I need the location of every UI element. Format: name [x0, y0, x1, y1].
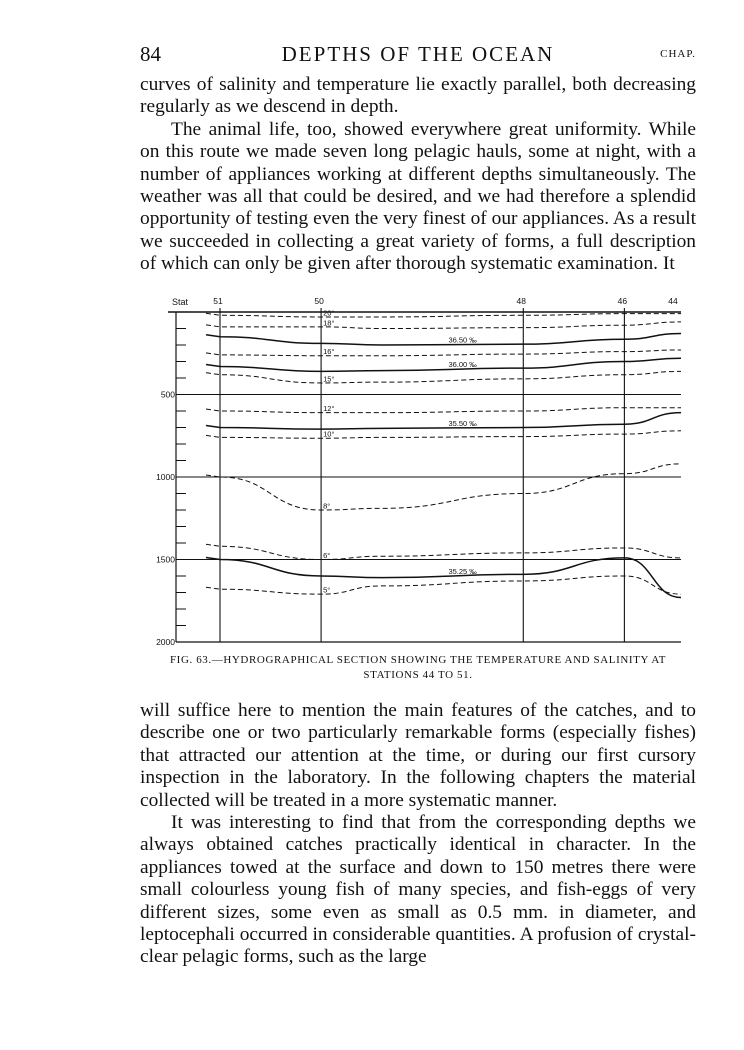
figure-caption	[140, 653, 696, 683]
isotherm-label: 16°	[323, 347, 335, 357]
station-axis-label: Stat	[172, 297, 189, 307]
paragraph: will suffice here to mention the main features of the catches, and to describe one or two particularly remarkable forms (especially fishes) that attracted our attention at the time, or during our first cursory inspection in the laboratory. In the following chapters the material collected will be treated in a more systematic manner.	[140, 700, 696, 811]
isotherm-line	[206, 371, 681, 383]
hydrographic-section-chart	[148, 292, 688, 648]
isotherm-line	[206, 350, 681, 356]
isotherm-label: 18°	[323, 318, 335, 328]
body-text-bottom	[140, 700, 696, 969]
paragraph: It was interesting to find that from the corresponding depths we always obtained catches practically identical in character. In the appliances towed at the surface and down to 150 metres there were small colourless young fish of many species, and fish-eggs of very different sizes, some even as small as 0.5 mm. in diameter, and leptocephali occurred in considerable quantities. A profusion of crystal-clear pelagic forms, such as the large	[140, 812, 696, 968]
isotherm-label: 20°	[323, 308, 335, 318]
isotherm-label: 8°	[323, 501, 331, 511]
page-header	[140, 40, 696, 70]
station-label: 48	[516, 296, 527, 306]
isohaline-line	[206, 333, 681, 345]
depth-tick-label: 2000	[156, 637, 175, 647]
isohaline-label: 36.00 ‰	[448, 360, 477, 370]
station-label: 50	[314, 296, 324, 306]
paragraph: The animal life, too, showed everywhere great uniformity. While on this route we made seven long pelagic hauls, some at night, with a number of appliances working at different depths simultaneously. The weather was all that could be desired, and we had therefore a splendid opportunity of testing even the very finest of our appliances. As a result we succeeded in collecting a great variety of forms, a full description of which can only be given after thorough systematic examination. It	[140, 118, 696, 275]
isohaline-line	[206, 358, 681, 371]
isotherm-line	[206, 576, 681, 594]
isohaline-label: 36.50 ‰	[448, 335, 477, 345]
depth-tick-label: 500	[160, 389, 175, 400]
depth-tick-label: 1500	[156, 554, 175, 565]
isotherm-label: 6°	[323, 550, 331, 560]
paragraph: curves of salinity and temperature lie exactly parallel, both decreasing regularly as we descend in depth.	[140, 74, 696, 118]
isohaline-line	[206, 558, 681, 598]
isotherm-label: 15°	[323, 374, 335, 384]
caption-line: FIG. 63.—HYDROGRAPHICAL SECTION SHOWING THE TEMPERATURE AND SALINITY AT	[169, 654, 667, 666]
running-title: DEPTHS OF THE OCEAN	[281, 42, 555, 66]
isotherm-line	[206, 464, 681, 510]
isohaline-line	[206, 413, 681, 430]
isotherm-label: 5°	[323, 585, 331, 595]
isotherm-line	[206, 544, 681, 559]
isotherm-label: 12°	[323, 404, 335, 414]
isohaline-label: 35.25 ‰	[448, 566, 477, 576]
isohaline-label: 35.50 ‰	[448, 418, 477, 428]
caption-line: STATIONS 44 TO 51.	[363, 669, 473, 681]
isotherm-line	[206, 431, 681, 438]
depth-tick-label: 1000	[156, 472, 175, 482]
isotherm-line	[206, 322, 681, 329]
page-number: 84	[140, 42, 161, 66]
station-label: 51	[213, 296, 223, 306]
body-text-top	[140, 74, 696, 276]
chapter-mark: CHAP.	[660, 48, 696, 60]
isotherm-label: 10°	[323, 429, 335, 439]
station-label: 46	[617, 296, 628, 306]
isotherm-line	[206, 408, 681, 413]
station-label: 44	[668, 296, 678, 306]
isotherm-line	[206, 313, 681, 317]
